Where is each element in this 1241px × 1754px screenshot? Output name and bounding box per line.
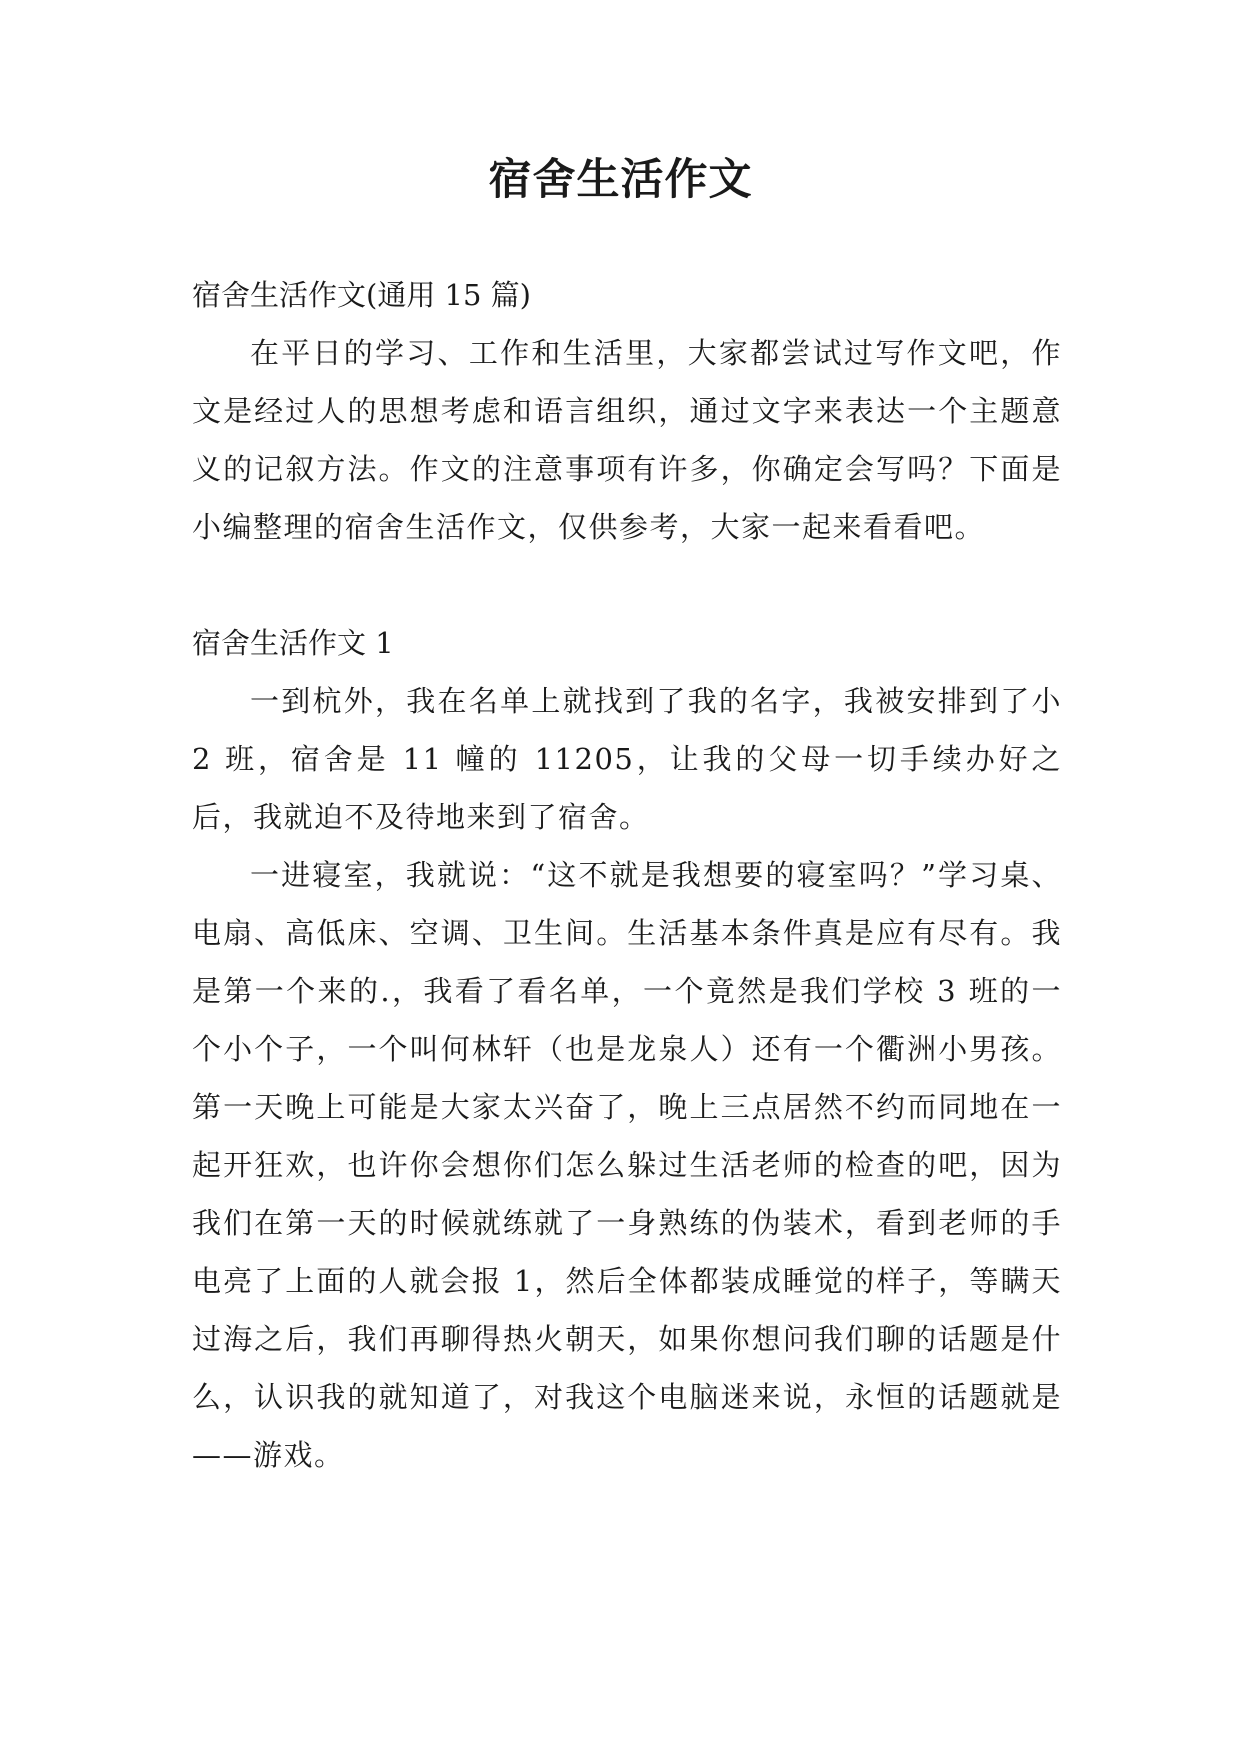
intro-paragraph: 在平日的学习、工作和生活里，大家都尝试过写作文吧，作文是经过人的思想考虑和语言组织，通过文字来表达一个主题意义的记叙方法。作文的注意事项有许多，你确定会写吗？下面是小编整理的宿舍生活作文，仅供参考，大家一起来看看吧。 xyxy=(192,336,1062,544)
document-title: 宿舍生活作文 xyxy=(488,155,753,205)
section-paragraph: 一到杭外，我在名单上就找到了我的名字，我被安排到了小 2 班，宿舍是 11 幢的 11205，让我的父母一切手续办好之后，我就迫不及待地来到了宿舍。 xyxy=(192,684,1062,834)
section-spacer xyxy=(192,556,1062,614)
section-paragraph: 一进寝室，我就说：“这不就是我想要的寝室吗？”学习桌、电扇、高低床、空调、卫生间。生活基本条件真是应有尽有。我是第一个来的.，我看了看名单，一个竟然是我们学校 3 班的一个小个子，一个叫何林轩（也是龙泉人）还有一个衢洲小男孩。第一天晚上可能是大家太兴奋了，晚上三点居然不约而同地在一起开狂欢，也许你会想你们怎么躲过生活老师的检查的吧，因为我们在第一天的时候就练就了一身熟练的伪装术，看到老师的手电亮了上面的人就会报 1，然后全体都装成睡觉的样子，等瞒天过海之后，我们再聊得热火朝天，如果你想问我们聊的话题是什么，认识我的就知道了，对我这个电脑迷来说，永恒的话题就是——游戏。 xyxy=(192,858,1062,1472)
document-subtitle: 宿舍生活作文(通用 15 篇) xyxy=(192,278,531,312)
section-heading: 宿舍生活作文 1 xyxy=(192,626,394,660)
document-body xyxy=(192,266,1062,1484)
